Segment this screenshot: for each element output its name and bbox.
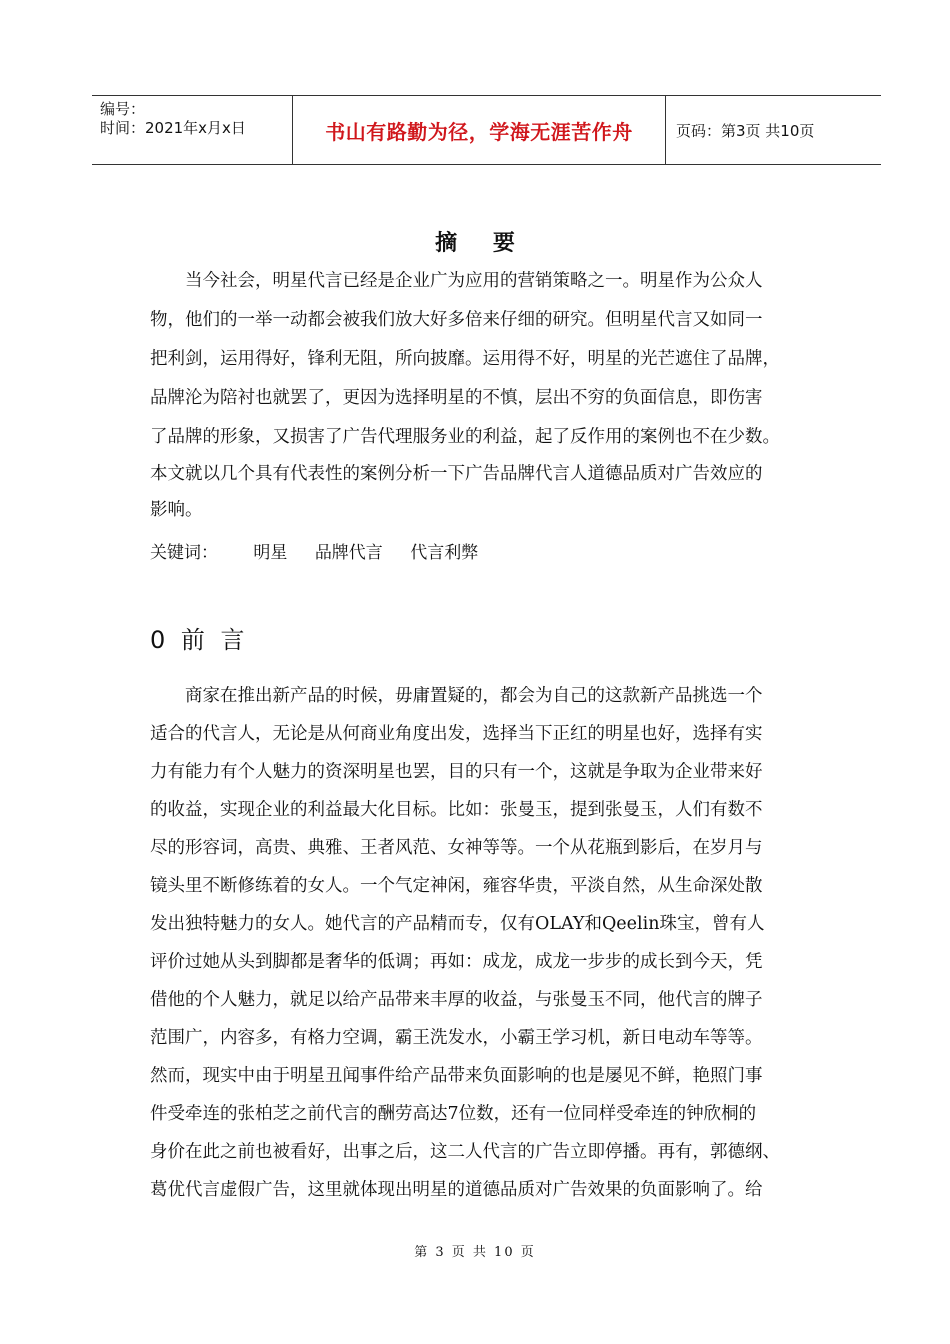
abstract-line: 了品牌的形象，又损害了广告代理服务业的利益，起了反作用的案例也不在少数。 — [150, 427, 780, 447]
abstract-title: 摘 要 — [435, 231, 529, 256]
keyword: 品牌代言 — [314, 543, 383, 563]
body-line: 葛优代言虚假广告，这里就体现出明星的道德品质对广告效果的负面影响了。给 — [150, 1180, 763, 1200]
keywords-label: 关键词： — [150, 543, 218, 563]
body-line: 尽的形容词，高贵、典雅、王者风范、女神等等。一个从花瓶到影后，在岁月与 — [150, 838, 763, 858]
body-line: 适合的代言人，无论是从何商业角度出发，选择当下正红的明星也好，选择有实 — [150, 724, 763, 744]
body-line: 范围广，内容多，有格力空调，霸王洗发水，小霸王学习机，新日电动车等等。 — [150, 1028, 763, 1048]
body-line: 镜头里不断修练着的女人。一个气定神闲，雍容华贵，平淡自然，从生命深处散 — [150, 876, 763, 896]
abstract-line: 品牌沦为陪衬也就罢了，更因为选择明星的不慎，层出不穷的负面信息，即伤害 — [150, 388, 763, 408]
body-line: 评价过她从头到脚都是奢华的低调；再如：成龙，成龙一步步的成长到今天，凭 — [150, 952, 763, 972]
body-line: 身价在此之前也被看好，出事之后，这二人代言的广告立即停播。再有，郭德纲、 — [150, 1142, 780, 1162]
abstract-line: 当今社会，明星代言已经是企业广为应用的营销策略之一。明星作为公众人 — [185, 271, 763, 291]
header-motto-cell — [293, 96, 666, 164]
section-heading: 0 前 言 — [150, 626, 249, 654]
body-line: 件受牵连的张柏芝之前代言的酬劳高达7位数，还有一位同样受牵连的钟欣桐的 — [150, 1104, 757, 1124]
body-line: 借他的个人魅力，就足以给产品带来丰厚的收益，与张曼玉不同，他代言的牌子 — [150, 990, 763, 1010]
page-code: 页码：第3页 共10页 — [676, 121, 815, 140]
header-table — [92, 95, 881, 165]
body-line: 然而，现实中由于明星丑闻事件给产品带来负面影响的也是屡见不鲜，艳照门事 — [150, 1066, 763, 1086]
keyword: 代言利弊 — [410, 543, 479, 563]
number-label: 编号： — [100, 100, 146, 118]
abstract-line: 把利剑，运用得好，锋利无阻，所向披靡。运用得不好，明星的光芒遮住了品牌， — [150, 349, 780, 369]
header-info-cell — [92, 96, 293, 164]
abstract-line: 物，他们的一举一动都会被我们放大好多倍来仔细的研究。但明星代言又如同一 — [150, 310, 763, 330]
motto-text: 书山有路勤为径，学海无涯苦作舟 — [325, 119, 633, 144]
abstract-line: 本文就以几个具有代表性的案例分析一下广告品牌代言人道德品质对广告效应的 — [150, 464, 763, 484]
time-label: 时间：2021年x月x日 — [100, 119, 246, 137]
body-line: 的收益，实现企业的利益最大化目标。比如：张曼玉，提到张曼玉，人们有数不 — [150, 800, 763, 820]
page-footer: 第 3 页 共 10 页 — [414, 1245, 536, 1260]
body-line: 发出独特魅力的女人。她代言的产品精而专，仅有OLAY和Qeelin珠宝，曾有人 — [150, 914, 765, 934]
body-line: 力有能力有个人魅力的资深明星也罢，目的只有一个，这就是争取为企业带来好 — [150, 762, 763, 782]
header-page-cell — [666, 96, 881, 164]
keyword: 明星 — [253, 543, 288, 563]
body-line: 商家在推出新产品的时候，毋庸置疑的，都会为自己的这款新产品挑选一个 — [185, 686, 763, 706]
keywords-row — [150, 538, 500, 563]
abstract-line: 影响。 — [150, 500, 203, 520]
